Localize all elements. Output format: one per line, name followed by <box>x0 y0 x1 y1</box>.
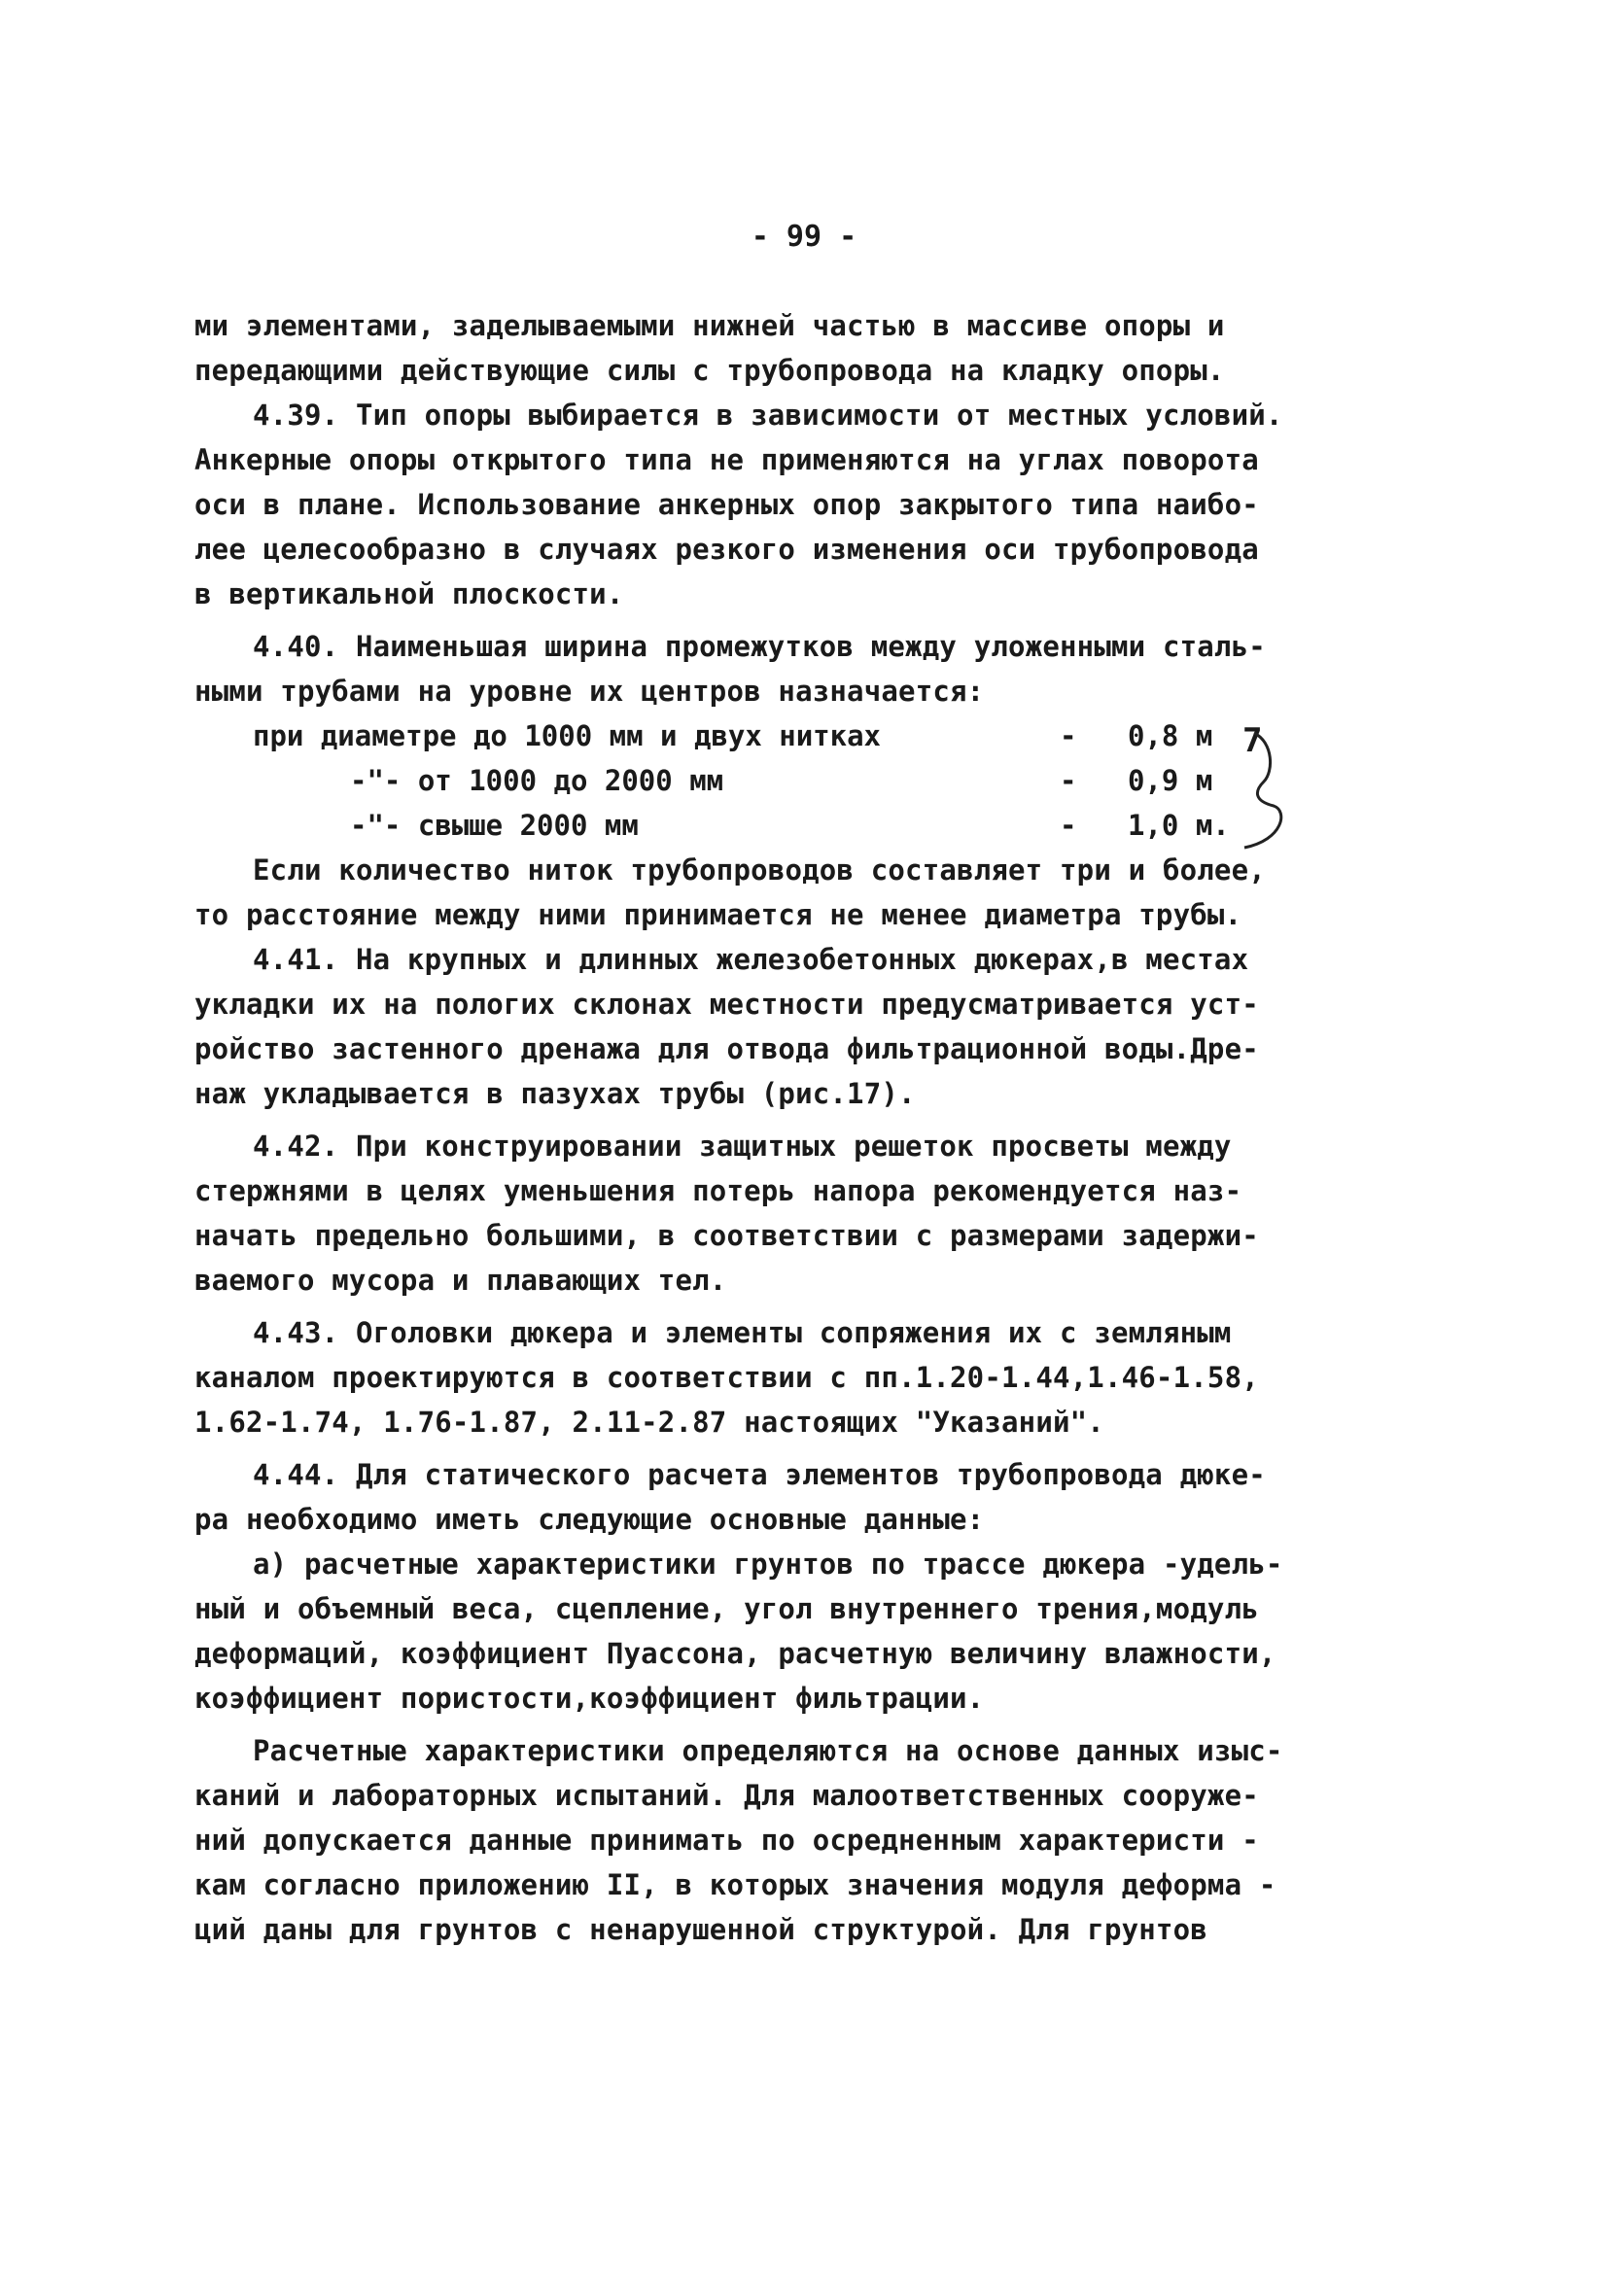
text-line: каналом проектируются в соответствии с пп.1.20-1.44,1.46-1.58, <box>194 1361 1259 1394</box>
text-line: ный и объемный веса, сцепление, угол внутреннего трения,модуль <box>194 1592 1259 1625</box>
text-line: коэффициент пористости,коэффициент фильтрации. <box>194 1682 985 1715</box>
table-cell-value: 1,0 м. <box>1128 809 1230 842</box>
text-line: передающими действующие силы с трубопровода на кладку опоры. <box>194 354 1225 387</box>
text-line: ний допускается данные принимать по осредненным характеристи - <box>194 1824 1259 1857</box>
text-line: Если количество ниток трубопроводов составляет три и более, <box>253 853 1266 887</box>
text-line: 4.44. Для статического расчета элементов трубопровода дюке- <box>253 1458 1266 1491</box>
table-cell-dash: - <box>1060 764 1077 797</box>
text-line: 1.62-1.74, 1.76-1.87, 2.11-2.87 настоящих "Указаний". <box>194 1406 1104 1439</box>
text-line: 4.42. При конструировании защитных решеток просветы между <box>253 1130 1232 1163</box>
text-line: ными трубами на уровне их центров назначается: <box>194 675 985 708</box>
table-cell-dash: - <box>1060 809 1077 842</box>
table-cell-value: 0,8 м <box>1128 719 1213 752</box>
text-line: 4.43. Оголовки дюкера и элементы сопряжения их с земляным <box>253 1316 1232 1349</box>
text-line: кам согласно приложению II, в которых значения модуля деформа - <box>194 1868 1276 1901</box>
paragraph-block-2 <box>194 848 1449 1952</box>
text-line: лее целесообразно в случаях резкого изменения оси трубопровода <box>194 533 1259 566</box>
table-cell-condition: -"- от 1000 до 2000 мм <box>350 764 724 797</box>
text-line: 4.39. Тип опоры выбирается в зависимости от местных условий. <box>253 399 1283 432</box>
text-line: то расстояние между ними принимается не менее диаметра трубы. <box>194 898 1242 931</box>
text-line: 4.40. Наименьшая ширина промежутков между уложенными сталь- <box>253 630 1266 663</box>
text-line: Расчетные характеристики определяются на основе данных изыс- <box>253 1734 1283 1767</box>
text-line: в вертикальной плоскости. <box>194 577 624 610</box>
text-line: ройство застенного дренажа для отвода фильтрационной воды.Дре- <box>194 1032 1259 1065</box>
handwritten-brace-mark <box>1235 723 1303 859</box>
text-line: укладки их на пологих склонах местности предусматривается уст- <box>194 988 1259 1021</box>
text-line: оси в плане. Использование анкерных опор закрытого типа наибо- <box>194 488 1259 521</box>
text-line: стержнями в целях уменьшения потерь напора рекомендуется наз- <box>194 1174 1242 1207</box>
text-line: наж укладывается в пазухах трубы (рис.17). <box>194 1077 916 1110</box>
text-line: Анкерные опоры открытого типа не применяются на углах поворота <box>194 443 1259 476</box>
paragraph-block-1 <box>194 303 1449 713</box>
handwritten-margin-note: 7 <box>1242 721 1263 760</box>
table-cell-condition: при диаметре до 1000 мм и двух нитках <box>253 719 882 752</box>
body-text <box>194 303 1449 1952</box>
text-line: деформаций, коэффициент Пуассона, расчетную величину влажности, <box>194 1637 1276 1670</box>
page-number: - 99 - <box>751 220 857 254</box>
table-cell-dash: - <box>1060 719 1077 752</box>
table-cell-condition: -"- свыше 2000 мм <box>350 809 639 842</box>
text-line: ми элементами, заделываемыми нижней частью в массиве опоры и <box>194 309 1225 342</box>
text-line: ций даны для грунтов с ненарушенной структурой. Для грунтов <box>194 1913 1207 1946</box>
table-cell-value: 0,9 м <box>1128 764 1213 797</box>
text-line: а) расчетные характеристики грунтов по трассе дюкера -удель- <box>253 1548 1283 1581</box>
text-line: ваемого мусора и плавающих тел. <box>194 1264 727 1297</box>
text-line: 4.41. На крупных и длинных железобетонных дюкерах,в местах <box>253 943 1249 976</box>
text-line: начать предельно большими, в соответствии с размерами задержи- <box>194 1219 1259 1252</box>
text-line: ра необходимо иметь следующие основные данные: <box>194 1503 985 1536</box>
text-line: каний и лабораторных испытаний. Для малоответственных сооруже- <box>194 1779 1259 1812</box>
